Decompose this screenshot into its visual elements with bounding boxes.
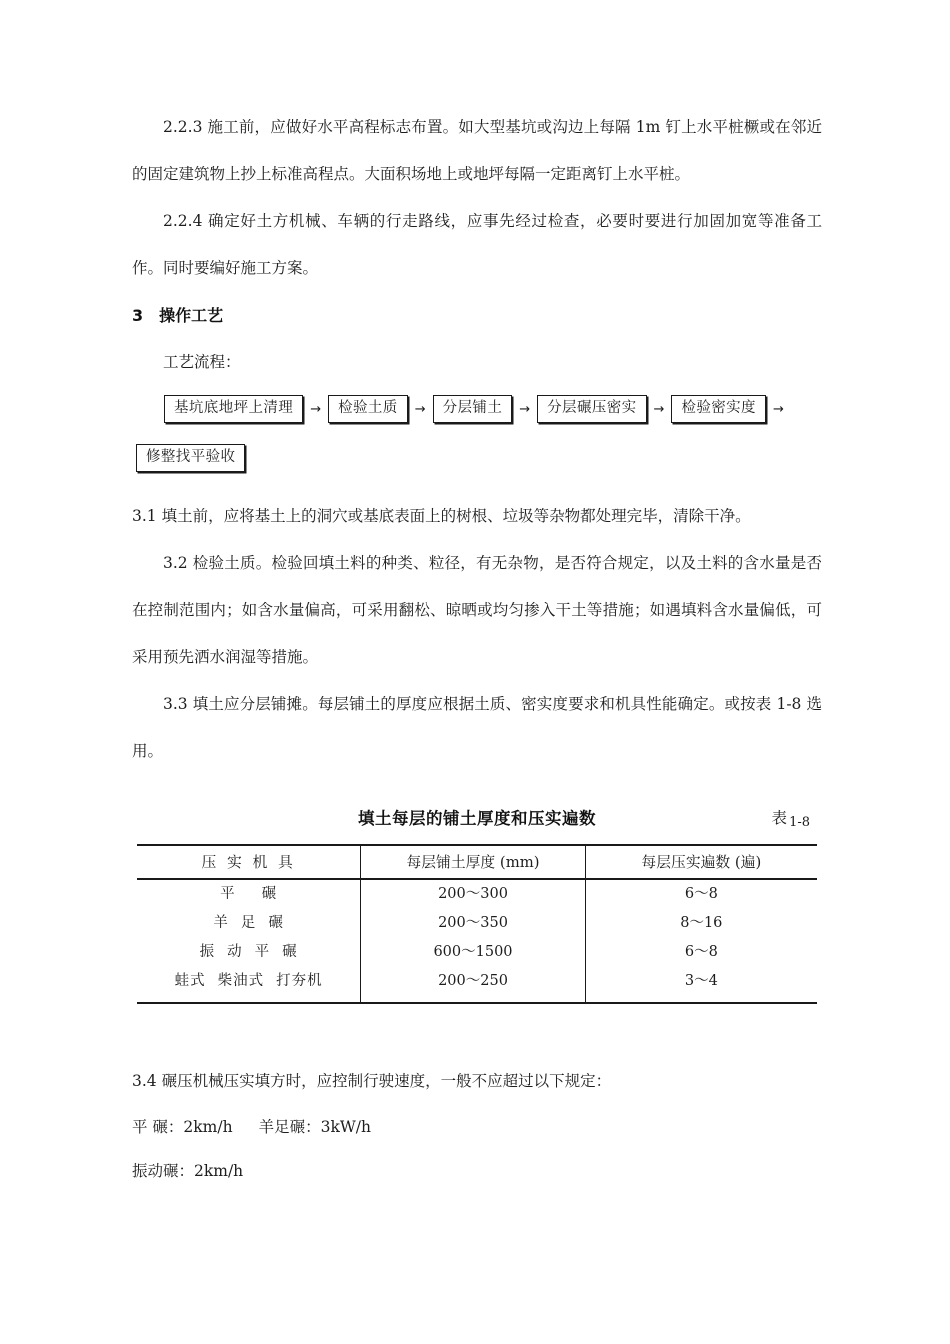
table-header-row [137,845,817,879]
flow-arrow-icon: → [653,401,665,417]
cell-passes: 6～8 [585,938,817,967]
flow-arrow-icon: → [310,401,322,417]
machine-word: 羊 [213,915,229,931]
cell-thickness: 200～250 [361,967,585,1003]
table-row [137,967,817,1003]
table-row [137,909,817,938]
flow-box-6: 修整找平验收 [136,444,245,472]
flow-box-3: 分层铺土 [433,395,513,423]
table-header-passes: 每层压实遍数 (遍) [585,845,817,879]
machine-word: 足 [240,915,257,931]
fill-thickness-table [137,844,817,1004]
machine-word: 平 [254,944,271,960]
flowchart-row-2 [136,441,822,475]
speed-flat-roller: 平 碾：2km/h [132,1118,233,1136]
paragraph-2-2-4: 2.2.4 确定好土方机械、车辆的行走路线，应事先经过检查，必要时要进行加固加宽等准备工作。同时要编好施工方案。 [132,212,822,277]
machine-word: 碾 [268,915,284,931]
table-caption-index: 1-8 [789,815,810,830]
table-header-thickness: 每层铺土厚度 (mm) [361,845,585,879]
machine-word: 动 [227,944,243,960]
rule-cell [137,1003,361,1004]
machine-word: 平 [220,886,236,902]
page-content [132,104,822,1193]
flow-box-5: 检验密实度 [671,395,766,423]
table-footer-rule [137,1003,817,1004]
table-row [137,879,817,909]
machine-word: 柴油式 [217,973,265,989]
cell-thickness: 200～350 [361,909,585,938]
table-caption-number [772,806,810,830]
cell-machine [137,967,361,1003]
table-caption [132,805,822,839]
machine-word: 碾 [261,886,278,902]
machine-word: 打夯机 [276,973,323,989]
cell-thickness: 600～1500 [361,938,585,967]
flow-label: 工艺流程： [163,353,241,371]
table-caption-label: 表 [771,809,788,827]
section-number: 3 [132,306,144,325]
cell-passes: 3～4 [585,967,817,1003]
flow-box-2: 检验土质 [328,395,408,423]
table-row [137,938,817,967]
flowchart-row-1 [164,392,822,426]
paragraph-speed-1 [132,1105,822,1149]
section-title: 操作工艺 [159,306,224,325]
cell-machine [137,938,361,967]
paragraph-3-3: 3.3 填土应分层铺摊。每层铺土的厚度应根据土质、密实度要求和机具性能确定。或按表 1-8 选用。 [132,695,822,760]
machine-word: 蛙式 [174,973,206,989]
cell-passes: 6～8 [585,879,817,909]
paragraph-3-2: 3.2 检验土质。检验回填土料的种类、粒径，有无杂物，是否符合规定，以及土料的含水量是否在控制范围内；如含水量偏高，可采用翻松、晾晒或均匀掺入干土等措施；如遇填料含水量偏低，可采用预先洒水润湿等措施。 [132,554,822,666]
paragraph-3-4: 3.4 碾压机械压实填方时，应控制行驶速度，一般不应超过以下规定： [132,1072,612,1090]
cell-machine [137,909,361,938]
paragraph-speed-2: 振动碾：2km/h [132,1162,244,1180]
rule-cell [585,1003,817,1004]
machine-word: 碾 [282,944,298,960]
section-heading-3 [132,292,822,339]
table-header [137,845,817,879]
flow-box-1: 基坑底地坪上清理 [164,395,303,423]
cell-machine [137,879,361,909]
table-header-machine: 压 实 机 具 [137,845,361,879]
speed-sheepsfoot-roller: 羊足碾：3kW/h [258,1118,371,1136]
cell-thickness: 200～300 [361,879,585,909]
table-caption-title: 填土每层的铺土厚度和压实遍数 [358,809,596,828]
table-body [137,879,817,1003]
flow-arrow-icon: → [519,401,531,417]
rule-cell [361,1003,585,1004]
paragraph-2-2-3: 2.2.3 施工前，应做好水平高程标志布置。如大型基坑或沟边上每隔 1m 钉上水平桩橛或在邻近的固定建筑物上抄上标准高程点。大面积场地上或地坪每隔一定距离钉上水平桩。 [132,118,822,183]
flow-arrow-icon: → [772,401,784,417]
cell-passes: 8～16 [585,909,817,938]
flow-box-4: 分层碾压密实 [537,395,646,423]
paragraph-3-1: 3.1 填土前，应将基土上的洞穴或基底表面上的树根、垃圾等杂物都处理完毕，清除干净。 [132,507,751,525]
flow-arrow-icon: → [414,401,426,417]
machine-word: 振 [199,944,216,960]
